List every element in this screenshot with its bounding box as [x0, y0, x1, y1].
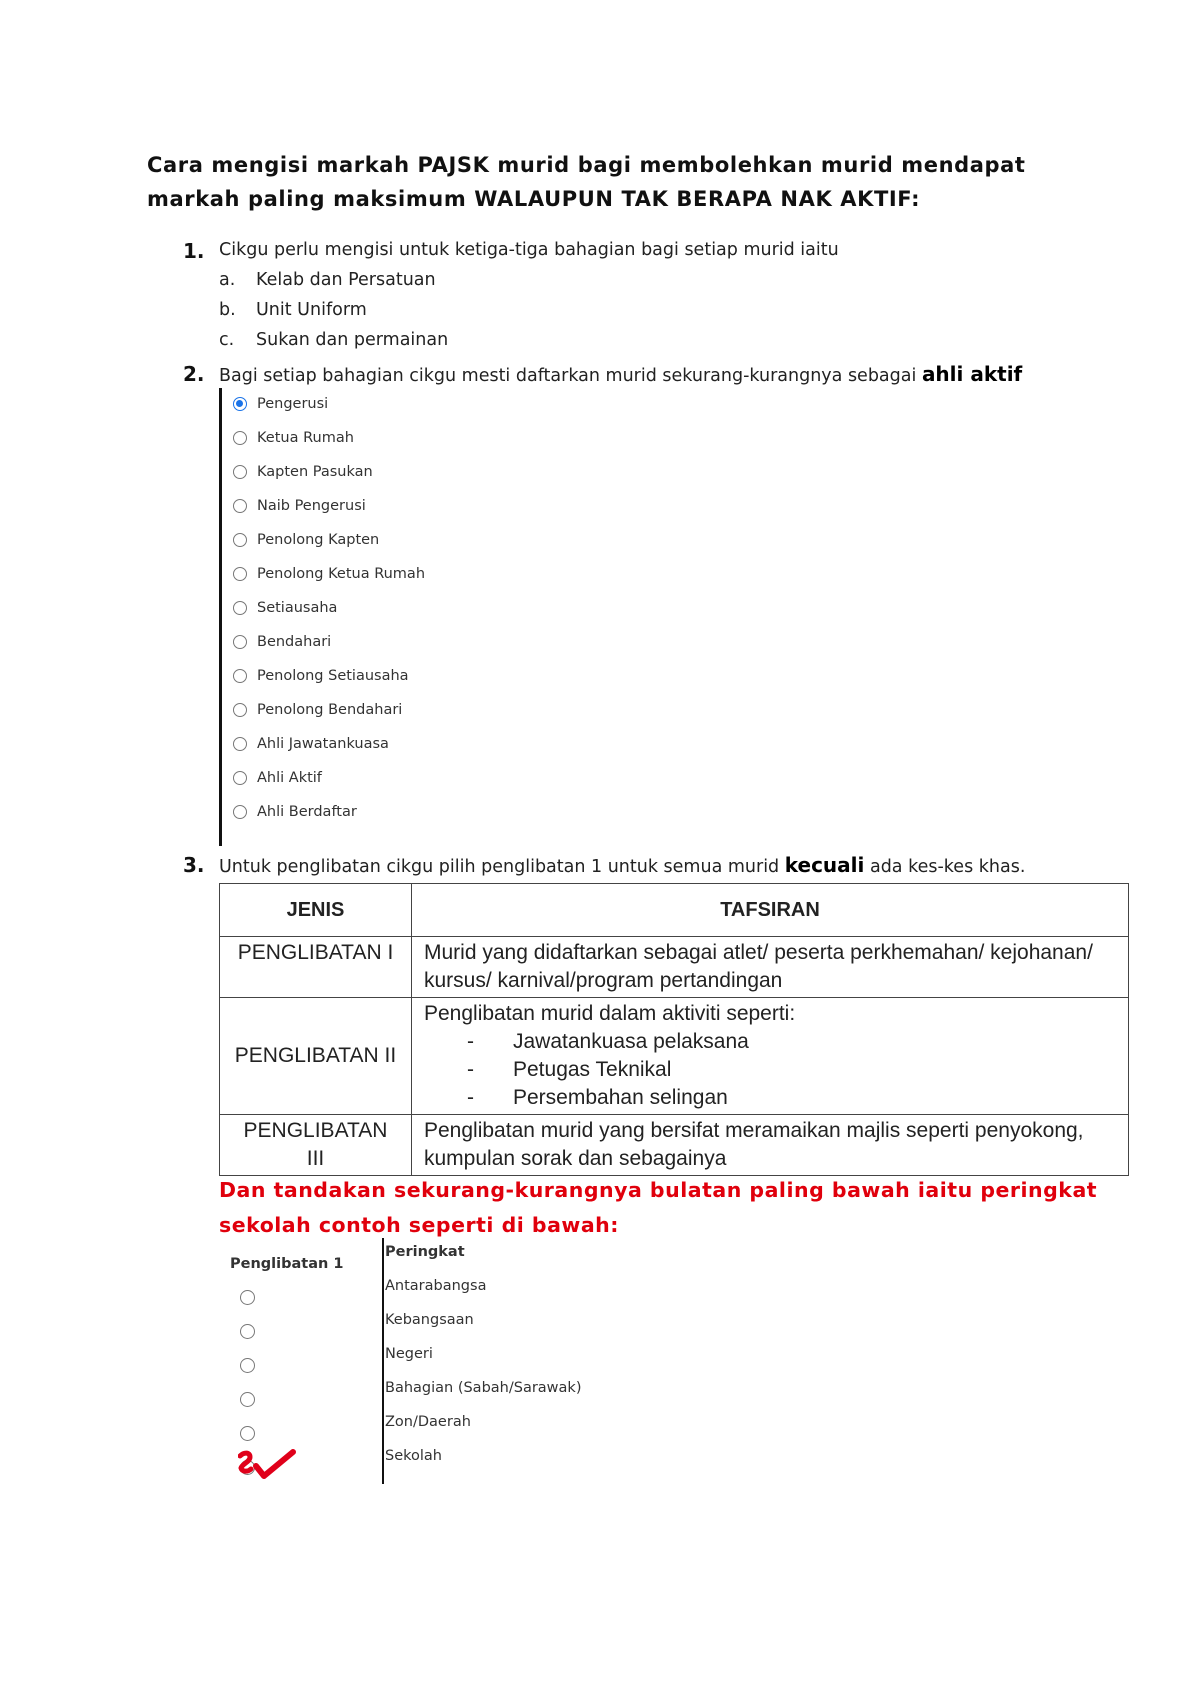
radio-icon[interactable]: [233, 805, 247, 819]
level-label: Zon/Daerah: [385, 1414, 471, 1430]
position-radio-group: [219, 388, 462, 846]
radio-icon[interactable]: [233, 465, 247, 479]
step-1-number: 1.: [183, 239, 205, 263]
header-jenis: JENIS: [220, 884, 412, 937]
position-option[interactable]: Pengerusi: [233, 390, 328, 418]
radio-selected-icon[interactable]: [233, 397, 247, 411]
header-tafsiran: TAFSIRAN: [412, 884, 1129, 937]
position-option[interactable]: Naib Pengerusi: [233, 492, 366, 520]
position-option[interactable]: Bendahari: [233, 628, 331, 656]
sub-item-a-letter: a.: [219, 270, 236, 290]
position-option[interactable]: Ahli Aktif: [233, 764, 322, 792]
radio-icon[interactable]: [233, 533, 247, 547]
step-3-line: [219, 853, 1025, 877]
position-option[interactable]: Ketua Rumah: [233, 424, 354, 452]
red-instruction-note: Dan tandakan sekurang-kurangnya bulatan paling bawah iaitu peringkat sekolah contoh seperti di bawah:: [219, 1178, 1098, 1237]
position-option[interactable]: Penolong Ketua Rumah: [233, 560, 425, 588]
step-3-text: Untuk penglibatan cikgu pilih penglibatan 1 untuk semua murid: [219, 857, 780, 877]
level-label: Sekolah: [385, 1448, 442, 1464]
penglibatan-header: Penglibatan 1: [230, 1256, 344, 1272]
sub-item-c-letter: c.: [219, 330, 235, 350]
table-header-row: [220, 884, 1129, 937]
level-radio-icon[interactable]: [240, 1426, 255, 1441]
level-label: Kebangsaan: [385, 1312, 474, 1328]
step-2-line: [219, 362, 1022, 386]
tafsiran-cell: [412, 998, 1129, 1115]
level-radio-icon[interactable]: [240, 1392, 255, 1407]
step-3-emphasis: kecuali: [784, 853, 865, 877]
level-radio-icon[interactable]: [240, 1358, 255, 1373]
radio-icon[interactable]: [233, 601, 247, 615]
list-item: - Persembahan selingan: [467, 1084, 1116, 1112]
radio-icon[interactable]: [233, 635, 247, 649]
sub-item-b-text: Unit Uniform: [256, 300, 367, 320]
level-radio-icon[interactable]: [240, 1324, 255, 1339]
step-2-emphasis: ahli aktif: [921, 362, 1023, 386]
level-label: Antarabangsa: [385, 1278, 487, 1294]
level-label: Bahagian (Sabah/Sarawak): [385, 1380, 582, 1396]
step-2-text: Bagi setiap bahagian cikgu mesti daftarkan murid sekurang-kurangnya sebagai: [219, 366, 917, 386]
tafsiran-cell: Penglibatan murid yang bersifat meramaikan majlis seperti penyokong, kumpulan sorak dan sebagainya: [412, 1115, 1129, 1176]
sub-item-b-letter: b.: [219, 300, 236, 320]
tafsiran-cell: Murid yang didaftarkan sebagai atlet/ peserta perkhemahan/ kejohanan/ kursus/ karnival/program pertandingan: [412, 937, 1129, 998]
radio-icon[interactable]: [233, 771, 247, 785]
radio-icon[interactable]: [233, 499, 247, 513]
position-option[interactable]: Penolong Bendahari: [233, 696, 402, 724]
list-item: - Jawatankuasa pelaksana: [467, 1028, 1116, 1056]
sub-item-c-text: Sukan dan permainan: [256, 330, 449, 350]
table-row: [220, 937, 1129, 998]
position-option[interactable]: Ahli Berdaftar: [233, 798, 357, 826]
table-row: [220, 998, 1129, 1115]
position-option[interactable]: Kapten Pasukan: [233, 458, 373, 486]
red-checkmark-icon: [238, 1448, 298, 1484]
list-item: - Petugas Teknikal: [467, 1056, 1116, 1084]
jenis-cell: PENGLIBATAN III: [220, 1115, 412, 1176]
level-radio-icon[interactable]: [240, 1290, 255, 1305]
column-divider: [382, 1238, 384, 1484]
step-3-number: 3.: [183, 853, 205, 877]
step-2-number: 2.: [183, 362, 205, 386]
radio-icon[interactable]: [233, 669, 247, 683]
peringkat-header: Peringkat: [385, 1244, 465, 1260]
position-option[interactable]: Setiausaha: [233, 594, 337, 622]
step-3-text-after: ada kes-kes khas.: [869, 857, 1026, 877]
level-label: Negeri: [385, 1346, 433, 1362]
jenis-cell: PENGLIBATAN I: [220, 937, 412, 998]
step-1-text: Cikgu perlu mengisi untuk ketiga-tiga bahagian bagi setiap murid iaitu: [219, 240, 839, 260]
tafsiran-list: [424, 1028, 1116, 1112]
radio-icon[interactable]: [233, 703, 247, 717]
sub-item-a-text: Kelab dan Persatuan: [256, 270, 436, 290]
radio-icon[interactable]: [233, 431, 247, 445]
radio-icon[interactable]: [233, 567, 247, 581]
document-title: Cara mengisi markah PAJSK murid bagi membolehkan murid mendapat markah paling maksimum WALAUPUN TAK BERAPA NAK AKTIF:: [147, 153, 1026, 211]
position-option[interactable]: Penolong Kapten: [233, 526, 379, 554]
jenis-cell: PENGLIBATAN II: [220, 998, 412, 1115]
position-option[interactable]: Penolong Setiausaha: [233, 662, 409, 690]
radio-icon[interactable]: [233, 737, 247, 751]
tafsiran-intro: Penglibatan murid dalam aktiviti seperti:: [424, 1002, 796, 1025]
tafsiran-table: [219, 883, 1129, 1176]
position-option[interactable]: Ahli Jawatankuasa: [233, 730, 389, 758]
table-row: [220, 1115, 1129, 1176]
